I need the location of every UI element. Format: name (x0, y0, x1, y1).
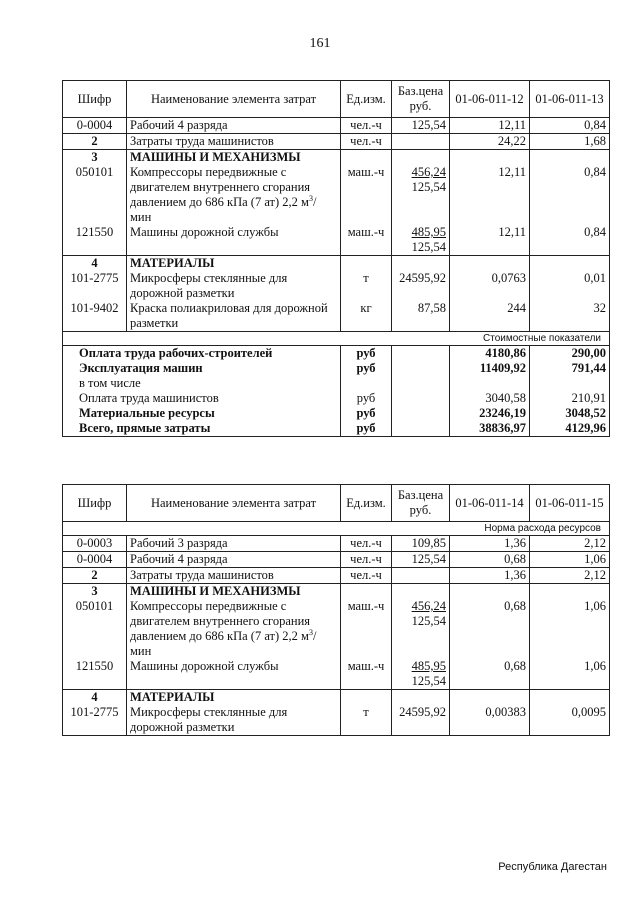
page-number: 161 (309, 36, 331, 51)
row-value-b: 0,01 (530, 271, 610, 301)
resource-table-2 (62, 484, 610, 736)
summary-unit: руб (341, 361, 392, 376)
row-code: 101-2775 (63, 271, 127, 301)
summary-row (63, 406, 610, 421)
row-price: 87,58 (392, 301, 450, 332)
summary-label: Оплата труда рабочих-строителей (63, 346, 341, 362)
row-code: 0-0003 (63, 536, 127, 552)
row-name: Компрессоры передвижные с двигателем внутреннего сгорания давлением до 686 кПа (7 ат) 2,2 $м^3$/мин (127, 165, 341, 225)
row-name: Рабочий 3 разряда (127, 536, 341, 552)
group-title: МАШИНЫ И МЕХАНИЗМЫ (127, 150, 341, 166)
summary-label: Материальные ресурсы (63, 406, 341, 421)
row-code: 050101 (63, 165, 127, 225)
row-value-a: 0,68 (450, 659, 530, 690)
summary-value-b: 290,00 (530, 346, 610, 362)
row-value-b: 0,84 (530, 225, 610, 256)
row-value-a: 1,36 (450, 536, 530, 552)
summary-value-a: 38836,97 (450, 421, 530, 437)
header-col-b: 01-06-011-15 (530, 485, 610, 522)
row-code: 2 (63, 134, 127, 150)
header-code: Шифр (63, 81, 127, 118)
row-price: 485,95 125,54 (392, 225, 450, 256)
table-row (63, 165, 610, 225)
row-value-a: 0,68 (450, 552, 530, 568)
row-value-b: 2,12 (530, 536, 610, 552)
row-unit: маш.-ч (341, 659, 392, 690)
summary-value-b: 210,91 (530, 391, 610, 406)
row-value-b: 2,12 (530, 568, 610, 584)
row-value-a: 0,0763 (450, 271, 530, 301)
header-price: Баз.цена руб. (392, 485, 450, 522)
row-price: 456,24 125,54 (392, 165, 450, 225)
row-price: 24595,92 (392, 271, 450, 301)
summary-unit: руб (341, 391, 392, 406)
group-title: МАШИНЫ И МЕХАНИЗМЫ (127, 584, 341, 600)
row-value-b: 1,68 (530, 134, 610, 150)
row-price: 125,54 (392, 118, 450, 134)
row-code: 2 (63, 568, 127, 584)
table-row (63, 301, 610, 332)
table-row (63, 271, 610, 301)
summary-row (63, 421, 610, 437)
table-row (63, 659, 610, 690)
summary-label: в том числе (63, 376, 341, 391)
row-unit: т (341, 271, 392, 301)
group-code: 3 (63, 150, 127, 166)
row-code: 0-0004 (63, 118, 127, 134)
table-row (63, 225, 610, 256)
row-name: Краска полиакриловая для дорожной разметки (127, 301, 341, 332)
row-unit: чел.-ч (341, 134, 392, 150)
summary-value-a: 11409,92 (450, 361, 530, 376)
header-name: Наименование элемента затрат (127, 81, 341, 118)
row-value-b: 0,0095 (530, 705, 610, 736)
row-code: 101-2775 (63, 705, 127, 736)
section-subheader-row (63, 522, 610, 536)
row-name: Микросферы стеклянные для дорожной разметки (127, 705, 341, 736)
row-value-a: 1,36 (450, 568, 530, 584)
table-row (63, 134, 610, 150)
row-price (392, 134, 450, 150)
group-row (63, 690, 610, 706)
section-subheader-row (63, 332, 610, 346)
row-code: 0-0004 (63, 552, 127, 568)
summary-unit: руб (341, 346, 392, 362)
group-row (63, 150, 610, 166)
row-value-b: 32 (530, 301, 610, 332)
summary-label: Эксплуатация машин (63, 361, 341, 376)
group-code: 3 (63, 584, 127, 600)
row-name: Рабочий 4 разряда (127, 118, 341, 134)
summary-value-b: 4129,96 (530, 421, 610, 437)
row-price: 24595,92 (392, 705, 450, 736)
row-name: Компрессоры передвижные с двигателем внутреннего сгорания давлением до 686 кПа (7 ат) 2,2 $м^3$/мин (127, 599, 341, 659)
group-title: МАТЕРИАЛЫ (127, 690, 341, 706)
row-value-a: 12,11 (450, 165, 530, 225)
row-unit: т (341, 705, 392, 736)
summary-value-b: 3048,52 (530, 406, 610, 421)
row-name: Затраты труда машинистов (127, 568, 341, 584)
row-value-b: 1,06 (530, 659, 610, 690)
row-unit: маш.-ч (341, 225, 392, 256)
header-price: Баз.цена руб. (392, 81, 450, 118)
summary-unit: руб (341, 406, 392, 421)
row-code: 121550 (63, 659, 127, 690)
row-name: Машины дорожной службы (127, 225, 341, 256)
group-row (63, 584, 610, 600)
section-subheader: Норма расхода ресурсов (63, 522, 610, 536)
row-price: 125,54 (392, 552, 450, 568)
row-unit: чел.-ч (341, 568, 392, 584)
summary-label: Оплата труда машинистов (63, 391, 341, 406)
row-unit: чел.-ч (341, 552, 392, 568)
table-header-row (63, 485, 610, 522)
summary-value-a: 3040,58 (450, 391, 530, 406)
header-col-b: 01-06-011-13 (530, 81, 610, 118)
summary-unit: руб (341, 421, 392, 437)
row-name: Микросферы стеклянные для дорожной разметки (127, 271, 341, 301)
row-value-b: 0,84 (530, 118, 610, 134)
resource-table-1 (62, 80, 610, 437)
summary-row (63, 346, 610, 362)
header-col-a: 01-06-011-12 (450, 81, 530, 118)
summary-value-a: 4180,86 (450, 346, 530, 362)
header-code: Шифр (63, 485, 127, 522)
row-unit: маш.-ч (341, 165, 392, 225)
row-value-a: 12,11 (450, 225, 530, 256)
table-row (63, 118, 610, 134)
row-unit: кг (341, 301, 392, 332)
table-header-row (63, 81, 610, 118)
row-name: Рабочий 4 разряда (127, 552, 341, 568)
row-price: 109,85 (392, 536, 450, 552)
table-row (63, 552, 610, 568)
group-code: 4 (63, 256, 127, 272)
row-price: 456,24 125,54 (392, 599, 450, 659)
row-unit: маш.-ч (341, 599, 392, 659)
page-footer: Республика Дагестан (498, 861, 607, 873)
row-price: 485,95 125,54 (392, 659, 450, 690)
summary-label: Всего, прямые затраты (63, 421, 341, 437)
row-value-b: 1,06 (530, 552, 610, 568)
row-value-a: 12,11 (450, 118, 530, 134)
summary-row (63, 361, 610, 376)
row-value-a: 24,22 (450, 134, 530, 150)
row-unit: чел.-ч (341, 536, 392, 552)
summary-value-b: 791,44 (530, 361, 610, 376)
row-name: Затраты труда машинистов (127, 134, 341, 150)
row-name: Машины дорожной службы (127, 659, 341, 690)
group-title: МАТЕРИАЛЫ (127, 256, 341, 272)
row-unit: чел.-ч (341, 118, 392, 134)
row-code: 101-9402 (63, 301, 127, 332)
header-unit: Ед.изм. (341, 485, 392, 522)
group-row (63, 256, 610, 272)
table-row (63, 536, 610, 552)
section-subheader: Стоимостные показатели (63, 332, 610, 346)
row-value-a: 244 (450, 301, 530, 332)
row-price (392, 568, 450, 584)
row-value-b: 1,06 (530, 599, 610, 659)
group-code: 4 (63, 690, 127, 706)
table-row (63, 599, 610, 659)
row-code: 050101 (63, 599, 127, 659)
summary-value-a: 23246,19 (450, 406, 530, 421)
header-col-a: 01-06-011-14 (450, 485, 530, 522)
summary-row (63, 376, 610, 391)
table-row (63, 568, 610, 584)
row-code: 121550 (63, 225, 127, 256)
summary-row (63, 391, 610, 406)
header-unit: Ед.изм. (341, 81, 392, 118)
row-value-b: 0,84 (530, 165, 610, 225)
header-name: Наименование элемента затрат (127, 485, 341, 522)
table-row (63, 705, 610, 736)
row-value-a: 0,00383 (450, 705, 530, 736)
row-value-a: 0,68 (450, 599, 530, 659)
